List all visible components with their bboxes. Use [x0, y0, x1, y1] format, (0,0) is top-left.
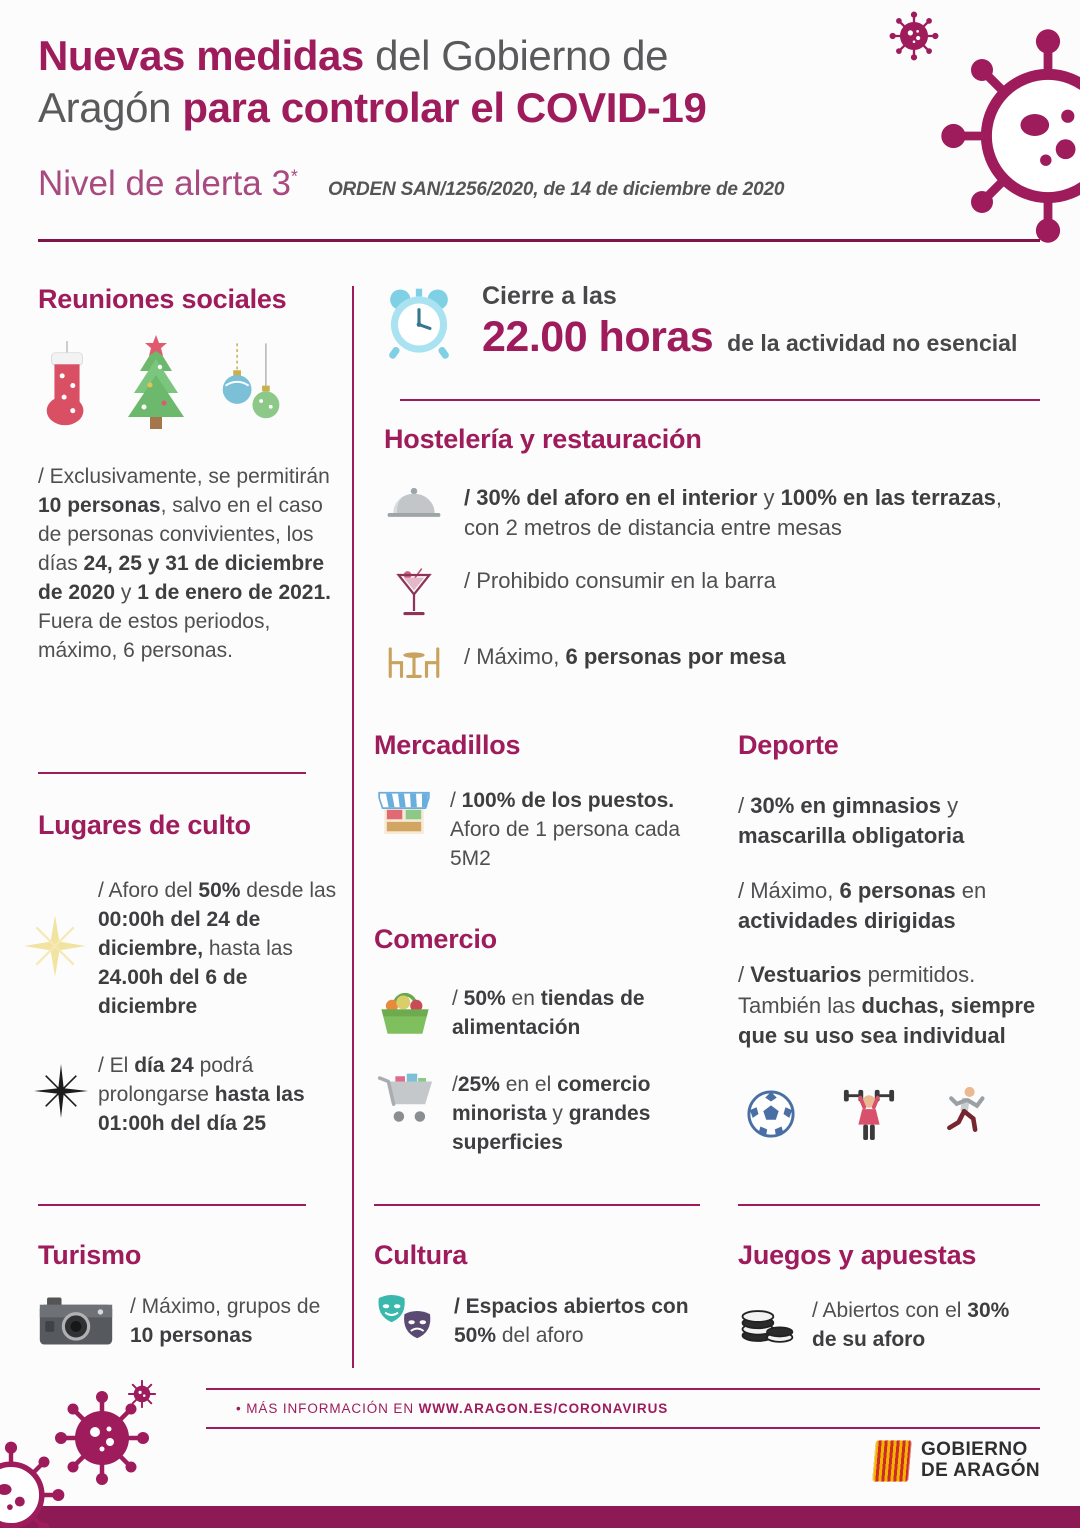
juegos-title: Juegos y apuestas — [738, 1240, 977, 1270]
shopping-cart-icon — [374, 1071, 436, 1127]
section-hosteleria — [384, 424, 1040, 682]
bottom-bar — [0, 1506, 1080, 1528]
closure-time: 22.00 horas — [482, 313, 714, 361]
closure-line1: Cierre a las — [482, 282, 617, 310]
header — [38, 30, 868, 204]
christmas-tree-icon — [116, 335, 196, 435]
cultura-text: / Espacios abiertos con 50% del aforo — [454, 1295, 689, 1347]
section-mercadillos — [374, 730, 696, 874]
turismo-item — [38, 1293, 340, 1351]
christmas-icons-row — [38, 335, 340, 435]
turismo-title: Turismo — [38, 1240, 142, 1270]
vertical-divider — [352, 286, 354, 1368]
theater-masks-icon — [374, 1293, 438, 1345]
page-title — [38, 30, 868, 134]
reuniones-title: Reuniones sociales — [38, 284, 287, 314]
more-info-link[interactable]: • MÁS INFORMACIÓN EN WWW.ARAGON.ES/CORONAVIRUS — [236, 1401, 669, 1416]
virus-icon — [52, 1388, 152, 1488]
weightlifting-icon — [842, 1084, 896, 1144]
section-closure — [380, 282, 1040, 364]
mercadillos-text: / 100% de los puestos. Aforo de 1 persona cada 5M2 — [450, 789, 680, 870]
left-divider-2 — [38, 1204, 306, 1206]
comercio-title: Comercio — [374, 924, 497, 954]
camera-icon — [38, 1293, 114, 1349]
christmas-ornaments-icon — [216, 343, 288, 435]
closure-text — [482, 282, 1017, 364]
juegos-text: / Abiertos con el 30% de su aforo — [812, 1299, 1010, 1351]
mercadillos-item — [374, 787, 696, 874]
gobierno-logo-line2: DE ARAGÓN — [920, 1460, 1040, 1481]
culto-item-dia24 — [38, 1052, 340, 1139]
juegos-divider — [738, 1204, 1040, 1206]
cultura-item — [374, 1293, 700, 1351]
order-reference: ORDEN SAN/1256/2020, de 14 de diciembre de 2020 — [327, 179, 785, 201]
virus-decoration-top-right — [880, 0, 1080, 255]
running-icon — [942, 1085, 988, 1143]
header-rule — [38, 239, 1040, 242]
juegos-item — [738, 1297, 1040, 1355]
virus-icon — [888, 10, 940, 62]
comercio-item-minorista — [374, 1071, 706, 1158]
comercio-alimentacion-text: / 50% en tiendas de alimentación — [452, 987, 645, 1039]
section-cultura — [374, 1240, 700, 1351]
alarm-clock-icon — [380, 282, 458, 364]
section-deporte — [738, 730, 1043, 1144]
star-icon — [34, 1064, 88, 1118]
culto-dia24-text: / El día 24 podrá prolongarse hasta las 01:00h del día 25 — [98, 1053, 305, 1135]
alert-row — [38, 164, 868, 204]
alert-level: Nivel de alerta 3* — [38, 164, 298, 204]
hosteleria-mesa-text: / Máximo, 6 personas por mesa — [464, 643, 786, 669]
footer-info-band — [206, 1388, 1040, 1429]
deporte-vestuarios-text: / Vestuarios permitidos. También las duchas, siempre que su uso sea individual — [738, 962, 1036, 1049]
cultura-title: Cultura — [374, 1240, 468, 1270]
deporte-title: Deporte — [738, 730, 839, 760]
page-title-line1: Nuevas medidas del Gobierno de — [38, 32, 669, 79]
comercio-item-alimentacion — [374, 985, 706, 1043]
sun-rays-icon — [22, 913, 88, 979]
gobierno-de-aragon-logo — [874, 1440, 1040, 1482]
deporte-actividades-text: / Máximo, 6 personas en actividades dirigidas — [738, 877, 987, 934]
soccer-ball-icon — [746, 1089, 796, 1139]
reuniones-body-text: / Exclusivamente, se permitirán 10 personas, salvo en el caso de personas convivientes, los días 24, 25 y 31 de diciembre de 2020 y 1 de enero de 2021. Fuera de estos periodos, máximo, 6 personas. — [38, 465, 332, 662]
hosteleria-item-mesa — [384, 642, 1040, 682]
gobierno-logo-text — [921, 1440, 1040, 1482]
page-title-line2: Aragón para controlar el COVID-19 — [38, 84, 707, 132]
hosteleria-barra-text: / Prohibido consumir en la barra — [464, 567, 776, 593]
serving-dome-icon — [385, 483, 443, 525]
table-and-chairs-icon — [384, 642, 444, 682]
christmas-stocking-icon — [38, 339, 96, 435]
cultura-divider — [374, 1204, 700, 1206]
hosteleria-item-aforo — [384, 483, 1040, 544]
comercio-minorista-text: /25% en el comercio minorista y grandes superficies — [452, 1072, 651, 1154]
closure-divider — [400, 399, 1040, 401]
section-lugares-de-culto — [38, 810, 340, 1139]
aragon-flag-icon — [872, 1440, 912, 1482]
market-stall-icon — [374, 787, 434, 843]
hosteleria-title: Hostelería y restauración — [384, 424, 702, 454]
cocktail-icon — [393, 566, 435, 620]
poker-chips-icon — [738, 1297, 796, 1345]
culto-title: Lugares de culto — [38, 810, 251, 840]
virus-icon — [126, 1378, 158, 1410]
section-juegos-y-apuestas — [738, 1240, 1040, 1355]
hosteleria-aforo-text: / 30% del aforo en el interior y 100% en las terrazas, con 2 metros de distancia entre mesas — [464, 485, 1003, 541]
virus-icon — [938, 26, 1080, 246]
deporte-gimnasios-text: / 30% en gimnasios y mascarilla obligatoria — [738, 793, 965, 849]
gobierno-logo-line1: GOBIERNO — [920, 1439, 1028, 1461]
food-basket-icon — [374, 985, 436, 1039]
section-reuniones-sociales — [38, 284, 340, 666]
section-comercio — [374, 924, 706, 1158]
section-turismo — [38, 1240, 340, 1351]
alert-asterisk: * — [290, 166, 298, 187]
left-divider-1 — [38, 772, 306, 774]
turismo-text: / Máximo, grupos de 10 personas — [130, 1295, 321, 1347]
culto-aforo-text: / Aforo del 50% desde las 00:00h del 24 de diciembre, hasta las 24.00h del 6 de diciembre — [98, 879, 337, 1018]
sports-icons-row — [738, 1084, 1043, 1144]
culto-item-aforo — [38, 877, 340, 1022]
mercadillos-title: Mercadillos — [374, 730, 521, 760]
closure-suffix: de la actividad no esencial — [727, 330, 1018, 356]
hosteleria-item-barra — [384, 566, 1040, 620]
